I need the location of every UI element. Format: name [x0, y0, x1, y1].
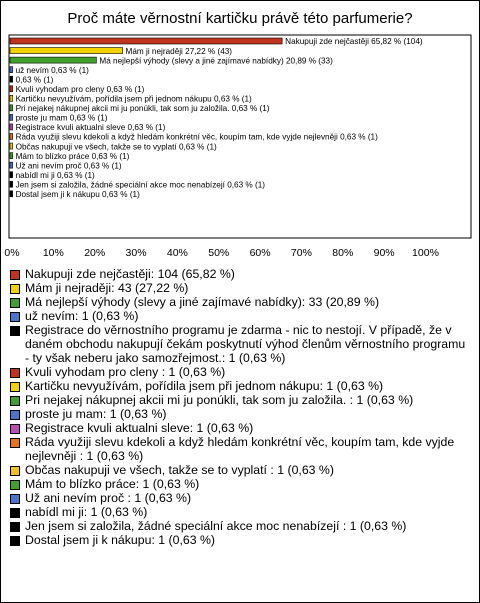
- bar: [10, 181, 13, 187]
- legend-item: [9, 323, 471, 365]
- legend-item: [9, 295, 471, 309]
- x-tick-label: 30%: [125, 247, 147, 259]
- legend-item: [9, 463, 471, 477]
- bar: [10, 153, 13, 159]
- legend-swatch: [10, 508, 20, 518]
- legend-swatch: [10, 410, 20, 420]
- x-tick-label: 50%: [208, 247, 230, 259]
- bar-label: Má nejlepší výhody (slevy a jiné zajímavé nabídky) 20,89 % (33): [99, 56, 333, 66]
- legend-swatch: [10, 522, 20, 532]
- bar-chart: [1, 1, 479, 263]
- x-tick-label: 40%: [166, 247, 188, 259]
- bar-label: Registrace kvuli aktualni sleve 0,63 % (1): [15, 123, 166, 133]
- chart-title: Proč máte věrnostní kartičku právě této parfumerie?: [67, 10, 413, 27]
- bar-label: Mám to blízko práce 0,63 % (1): [15, 151, 130, 161]
- legend-item: [9, 393, 471, 407]
- bar: [10, 143, 13, 149]
- bar-label: Dostal jsem ji k nákupu 0,63 % (1): [15, 190, 140, 199]
- bar: [10, 172, 13, 178]
- bar: [10, 124, 13, 130]
- legend-label: už nevím: 1 (0,63 %): [25, 309, 139, 323]
- legend: [9, 267, 471, 547]
- bar-label: Kartičku nevyužívám, pořídila jsem při jednom nákupu 0,63 % (1): [15, 94, 252, 104]
- bar: [10, 86, 13, 92]
- legend-item: [9, 491, 471, 505]
- legend-item: [9, 421, 471, 435]
- bar: [10, 76, 13, 82]
- bar-label: nabídl mi ji 0,63 % (1): [15, 170, 95, 180]
- bar-label: Už ani nevím proč 0,63 % (1): [15, 161, 122, 171]
- legend-label: Už ani nevím proč : 1 (0,63 %): [25, 491, 192, 505]
- bar: [10, 38, 282, 44]
- bar: [10, 105, 13, 111]
- legend-swatch: [10, 298, 20, 308]
- x-tick-label: 80%: [332, 247, 354, 259]
- legend-label: Registrace do věrnostního programu je zdarma - nic to nestojí. V případě, že v daném obchodu nakupují čekám poskytnutí výhod členům věrnostního programu - ty však neberu jako samozřejmost.: 1 (0,63 %): [25, 323, 466, 365]
- legend-item: [9, 309, 471, 323]
- legend-item: [9, 519, 471, 533]
- legend-swatch: [10, 326, 20, 336]
- x-tick-label: 100%: [412, 247, 439, 259]
- bar-label: Kvuli vyhodam pro cleny 0,63 % (1): [15, 84, 145, 94]
- bar-label: Mám ji nejraději 27,22 % (43): [125, 46, 233, 56]
- legend-label: Kvuli vyhodam pro cleny : 1 (0,63 %): [25, 365, 226, 379]
- x-tick-label: 20%: [84, 247, 106, 259]
- legend-item: [9, 379, 471, 393]
- legend-item: [9, 365, 471, 379]
- legend-item: [9, 533, 471, 547]
- legend-swatch: [10, 312, 20, 322]
- bar: [10, 134, 13, 140]
- bar: [10, 162, 13, 168]
- bar: [10, 67, 13, 73]
- legend-item: [9, 505, 471, 519]
- legend-label: Občas nakupuji ve všech, takže se to vyplatí : 1 (0,63 %): [25, 463, 334, 477]
- x-tick-label: 10%: [42, 247, 64, 259]
- legend-label: nabídl mi ji: 1 (0,63 %): [25, 505, 148, 519]
- bar-label: Občas nakupuji ve všech, takže se to vyplatí 0,63 % (1): [15, 142, 217, 152]
- legend-label: Mám ji nejraději: 43 (27,22 %): [25, 281, 189, 295]
- legend-swatch: [10, 480, 20, 490]
- bar-label: Jen jsem si založila, žádné speciální akce moc nenabízejí 0,63 % (1): [15, 180, 266, 190]
- legend-swatch: [10, 536, 20, 546]
- legend-swatch: [10, 368, 20, 378]
- legend-label: Nakupuji zde nejčastěji: 104 (65,82 %): [25, 267, 235, 281]
- legend-swatch: [10, 494, 20, 504]
- x-tick-label: 90%: [373, 247, 395, 259]
- bar-label: proste ju mam 0,63 % (1): [15, 113, 108, 123]
- legend-swatch: [10, 424, 20, 434]
- legend-item: [9, 267, 471, 281]
- legend-swatch: [10, 396, 20, 406]
- legend-item: [9, 281, 471, 295]
- legend-label: Ráda využiji slevu kdekoli a když hledám konkrétní věc, koupím tam, kde vyjde nejlevněji : 1 (0,63 %): [25, 435, 455, 463]
- x-tick-label: 70%: [290, 247, 312, 259]
- legend-swatch: [10, 382, 20, 392]
- legend-swatch: [10, 270, 20, 280]
- bar: [10, 114, 13, 120]
- x-tick-label: 60%: [249, 247, 271, 259]
- bar-label: Nakupuji zde nejčastěji 65,82 % (104): [285, 37, 423, 47]
- bar-label: Pri nejakej nákupnej akcii mi ju ponúkli, tak som ju založila. 0,63 % (1): [15, 104, 270, 114]
- bar-label: už nevím 0,63 % (1): [15, 65, 89, 75]
- x-tick-label: 0%: [4, 247, 20, 259]
- legend-swatch: [10, 438, 20, 448]
- legend-label: Registrace kvuli aktualni sleve: 1 (0,63 %): [25, 421, 254, 435]
- legend-item: [9, 435, 471, 463]
- bar: [10, 57, 96, 63]
- legend-label: Jen jsem si založila, žádné speciální akce moc nenabízejí : 1 (0,63 %): [25, 519, 407, 533]
- legend-label: Má nejlepší výhody (slevy a jiné zajímavé nabídky): 33 (20,89 %): [25, 295, 380, 309]
- legend-label: Pri nejakej nákupnej akcii mi ju ponúkli, tak som ju založila. : 1 (0,63 %): [25, 393, 414, 407]
- legend-label: Dostal jsem ji k nákupu: 1 (0,63 %): [25, 533, 216, 547]
- bar-label: Ráda využiji slevu kdekoli a když hledám konkrétní věc, koupím tam, kde vyjde nejlevněji 0,63 % (1): [15, 132, 378, 142]
- bar-label: 0,63 % (1): [15, 75, 54, 85]
- legend-label: Kartičku nevyužívám, pořídila jsem při jednom nákupu: 1 (0,63 %): [25, 379, 384, 393]
- legend-label: proste ju mam: 1 (0,63 %): [25, 407, 167, 421]
- legend-swatch: [10, 284, 20, 294]
- legend-swatch: [10, 466, 20, 476]
- legend-item: [9, 477, 471, 491]
- bar: [10, 191, 13, 197]
- bar: [10, 48, 123, 54]
- bar: [10, 95, 13, 101]
- legend-label: Mám to blízko práce: 1 (0,63 %): [25, 477, 200, 491]
- legend-item: [9, 407, 471, 421]
